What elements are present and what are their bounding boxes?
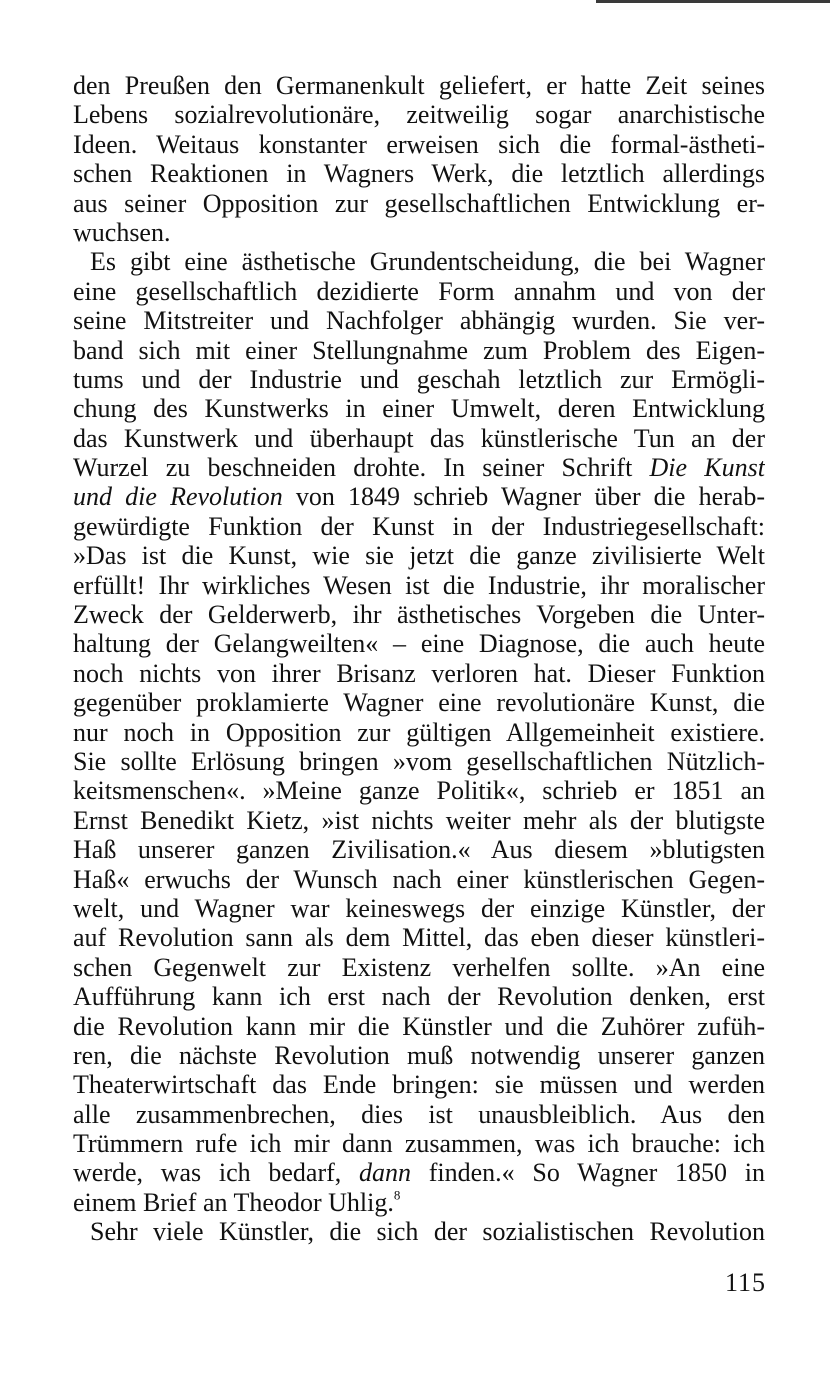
text-line	[73, 394, 765, 423]
text-line	[73, 747, 765, 776]
text-span: Aufführung kann ich erst nach der Revolution denken, erst	[73, 982, 765, 1012]
page-body-text	[73, 71, 765, 1247]
italic-title: Die Kunst	[649, 453, 765, 483]
text-span: Trümmern rufe ich mir dann zusammen, was ich brauche: ich	[73, 1129, 765, 1159]
text-span: haltung der Gelangweilten« – eine Diagnose, die auch heute	[73, 629, 765, 659]
page-number: 115	[724, 1268, 766, 1297]
text-line	[73, 277, 765, 306]
text-span: einem Brief an Theodor Uhlig.	[73, 1187, 394, 1217]
text-line	[73, 218, 765, 247]
text-line	[73, 718, 765, 747]
text-span: noch nichts von ihrer Brisanz verloren hat. Dieser Funktion	[73, 658, 765, 688]
text-line	[73, 1041, 765, 1070]
text-span: Lebens sozialrevolutionäre, zeitweilig sogar anarchistische	[73, 100, 765, 130]
text-line	[73, 571, 765, 600]
text-line	[73, 1217, 765, 1246]
text-line	[73, 1100, 765, 1129]
text-span: finden.« So Wagner 1850 in	[411, 1158, 765, 1188]
text-line	[73, 512, 765, 541]
text-span: nur noch in Opposition zur gültigen Allgemeinheit existiere.	[73, 717, 765, 747]
text-span: Sie sollte Erlösung bringen »vom gesellschaftlichen Nützlich-	[73, 746, 765, 776]
text-span: schen Gegenwelt zur Existenz verhelfen sollte. »An eine	[73, 952, 765, 982]
text-span: gewürdigte Funktion der Kunst in der Industriegesellschaft:	[73, 511, 765, 541]
text-span: wuchsen.	[73, 217, 171, 247]
text-line	[73, 424, 765, 453]
text-line	[73, 688, 765, 717]
text-line	[73, 541, 765, 570]
text-line	[73, 1158, 765, 1187]
italic-title: und die Revolution	[73, 482, 283, 512]
text-span: Sehr viele Künstler, die sich der sozialistischen Revolution	[90, 1217, 765, 1247]
text-line	[73, 189, 765, 218]
text-span: die Revolution kann mir die Künstler und die Zuhörer zufüh-	[73, 1011, 765, 1041]
text-span: auf Revolution sann als dem Mittel, das eben dieser künstleri-	[73, 923, 765, 953]
text-line	[73, 806, 765, 835]
top-rule	[596, 0, 830, 3]
text-line	[73, 336, 765, 365]
text-line	[73, 247, 765, 276]
text-span: Ideen. Weitaus konstanter erweisen sich die formal-ästheti-	[73, 129, 765, 159]
text-span: tums und der Industrie und geschah letztlich zur Ermögli-	[73, 364, 765, 394]
text-span: »Das ist die Kunst, wie sie jetzt die ganze zivilisierte Welt	[73, 541, 765, 571]
text-span: aus seiner Opposition zur gesellschaftlichen Entwicklung er-	[73, 188, 765, 218]
text-span: schen Reaktionen in Wagners Werk, die letztlich allerdings	[73, 159, 765, 189]
footnote-marker: 8	[393, 1187, 401, 1203]
text-line	[73, 1012, 765, 1041]
text-line	[73, 71, 765, 100]
text-span: Theaterwirtschaft das Ende bringen: sie müssen und werden	[73, 1070, 765, 1100]
text-line	[73, 453, 765, 482]
text-line	[73, 982, 765, 1011]
text-line	[73, 835, 765, 864]
text-line	[73, 1188, 765, 1217]
text-span: Es gibt eine ästhetische Grundentscheidung, die bei Wagner	[90, 247, 765, 277]
text-span: Wurzel zu beschneiden drohte. In seiner Schrift	[73, 453, 650, 483]
text-line	[73, 130, 765, 159]
text-span: Zweck der Gelderwerb, ihr ästhetisches Vorgeben die Unter-	[73, 600, 765, 630]
text-line	[73, 629, 765, 658]
text-span: alle zusammenbrechen, dies ist unausbleiblich. Aus den	[73, 1099, 765, 1129]
text-span: erfüllt! Ihr wirkliches Wesen ist die Industrie, ihr moralischer	[73, 570, 765, 600]
text-line	[73, 306, 765, 335]
text-line	[73, 159, 765, 188]
text-line	[73, 953, 765, 982]
text-span: werde, was ich bedarf,	[73, 1158, 360, 1188]
text-line	[73, 1129, 765, 1158]
text-span: eine gesellschaftlich dezidierte Form annahm und von der	[73, 276, 765, 306]
text-span: Ernst Benedikt Kietz, »ist nichts weiter mehr als der blutigste	[73, 805, 765, 835]
text-span: seine Mitstreiter und Nachfolger abhängig wurden. Sie ver-	[73, 306, 765, 336]
text-line	[73, 776, 765, 805]
text-line	[73, 482, 765, 511]
text-line	[73, 923, 765, 952]
text-span: Haß« erwuchs der Wunsch nach einer künstlerischen Gegen-	[73, 864, 765, 894]
text-line	[73, 100, 765, 129]
text-line	[73, 865, 765, 894]
italic-title: dann	[359, 1158, 412, 1188]
text-span: chung des Kunstwerks in einer Umwelt, deren Entwicklung	[73, 394, 765, 424]
text-span: Haß unserer ganzen Zivilisation.« Aus diesem »blutigsten	[73, 835, 765, 865]
text-span: ren, die nächste Revolution muß notwendig unserer ganzen	[73, 1040, 765, 1070]
text-span: gegenüber proklamierte Wagner eine revolutionäre Kunst, die	[73, 688, 765, 718]
text-line	[73, 1070, 765, 1099]
text-span: welt, und Wagner war keineswegs der einzige Künstler, der	[73, 893, 765, 923]
text-line	[73, 365, 765, 394]
text-span: keitsmenschen«. »Meine ganze Politik«, schrieb er 1851 an	[73, 776, 765, 806]
text-line	[73, 600, 765, 629]
text-line	[73, 659, 765, 688]
text-span: das Kunstwerk und überhaupt das künstlerische Tun an der	[73, 423, 765, 453]
text-span: den Preußen den Germanenkult geliefert, er hatte Zeit seines	[73, 71, 765, 100]
text-span: band sich mit einer Stellungnahme zum Problem des Eigen-	[73, 335, 765, 365]
text-span: von 1849 schrieb Wagner über die herab-	[282, 482, 765, 512]
text-line	[73, 894, 765, 923]
